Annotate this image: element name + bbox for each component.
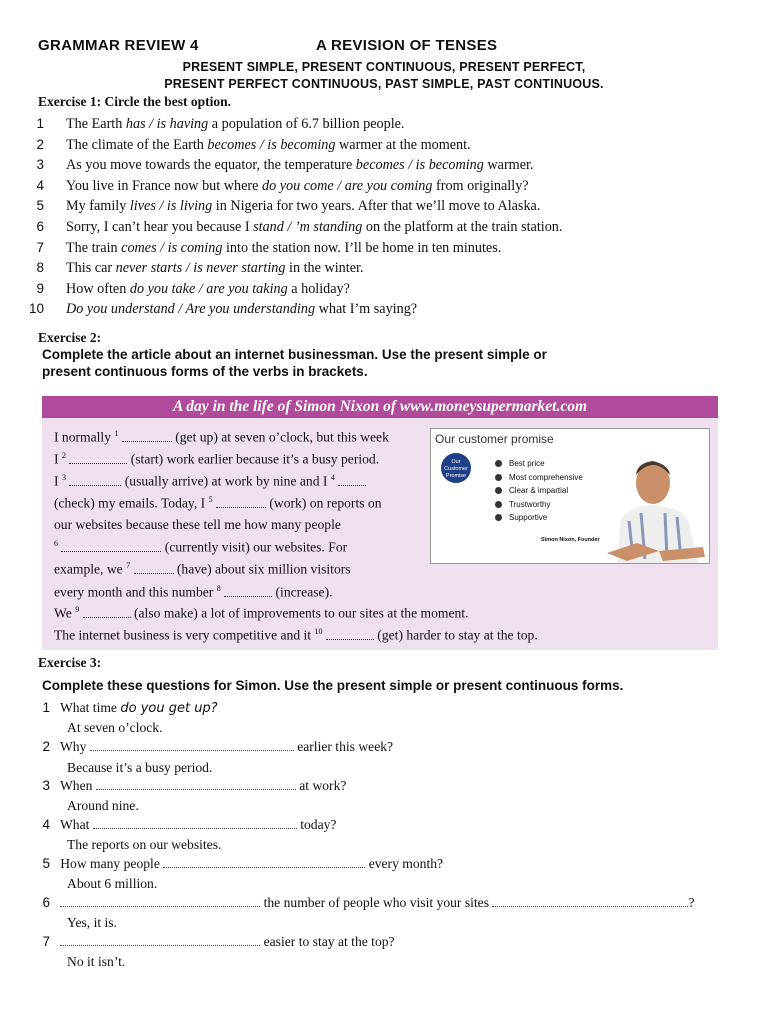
exercise-1-item: 4 You live in France now but where do you come / are you coming from originally? <box>36 177 529 194</box>
option-choice[interactable]: stand / ’m standing <box>253 219 363 235</box>
option-choice[interactable]: has / is having <box>125 116 209 132</box>
exercise-1-item: 2 The climate of the Earth becomes / is becoming warmer at the moment. <box>36 136 471 153</box>
question-1: 1 What time do you get up? <box>42 700 218 716</box>
check-icon <box>495 501 502 508</box>
answer-1: At seven o’clock. <box>67 720 163 735</box>
gap-5[interactable] <box>216 497 266 508</box>
exercise-2-instruction-1: Complete the article about an internet businessman. Use the present simple or <box>42 347 547 362</box>
exercise-3-label: Exercise 3: <box>38 655 102 670</box>
check-icon <box>495 514 502 521</box>
article-line-10: The internet business is very competitive and it $^{10}$ (get) harder to stay at the top. <box>54 627 538 643</box>
promise-badge: Our Customer Promise <box>441 453 471 483</box>
exercise-1-item: 8 This car never starts / is never starting in the winter. <box>36 260 364 277</box>
gap-2[interactable] <box>69 453 127 464</box>
option-choice[interactable]: do you come / are you coming <box>261 177 433 194</box>
article-line-8: every month and this number $^8$ (increase). <box>54 584 333 600</box>
promise-item: Supportive <box>495 513 547 522</box>
article-line-2: I $^2$ (start) work earlier because it’s a busy period. <box>54 451 380 467</box>
question-3: 3 When at work? <box>42 778 347 793</box>
gap-9[interactable] <box>83 607 131 618</box>
exercise-1-item: 3 As you move towards the equator, the temperature becomes / is becoming warmer. <box>36 157 534 174</box>
article-title: A day in the life of Simon Nixon of www.moneysupermarket.com <box>42 396 718 418</box>
article-line-3: I $^3$ (usually arrive) at work by nine and I $^4$ <box>54 473 366 490</box>
option-choice[interactable]: Do you understand / Are you understanding <box>66 301 316 318</box>
exercise-1-item: 6 Sorry, I can’t hear you because I stand / ’m standing on the platform at the train station. <box>36 219 563 235</box>
check-icon <box>495 487 502 494</box>
exercise-1-item: 1 The Earth has / is having a population of 6.7 billion people. <box>36 116 405 132</box>
article-line-4: (check) my emails. Today, I $^5$ (work) on reports on <box>54 495 382 511</box>
promise-item: Most comprehensive <box>495 473 583 482</box>
promise-item: Clear & impartial <box>495 486 568 495</box>
question-6-gap-2[interactable] <box>492 896 688 907</box>
exercise-2-instruction-2: present continuous forms of the verbs in brackets. <box>42 364 368 379</box>
option-choice[interactable]: never starts / is never starting <box>115 260 286 277</box>
option-choice[interactable]: do you take / are you taking <box>129 280 288 297</box>
tenses-line-1: PRESENT SIMPLE, PRESENT CONTINUOUS, PRESENT PERFECT, <box>182 60 586 74</box>
question-7-gap[interactable] <box>60 935 260 946</box>
question-5-gap[interactable] <box>163 857 365 868</box>
question-6: 6 the number of people who visit your sites ? <box>42 895 695 910</box>
promise-item: Trustworthy <box>495 500 551 509</box>
exercise-1-item: 10 Do you understand / Are you understanding what I’m saying? <box>28 301 418 318</box>
exercise-1-item: 9 How often do you take / are you taking a holiday? <box>36 280 350 297</box>
gap-4[interactable] <box>338 475 366 486</box>
exercise-2-label: Exercise 2: <box>38 330 102 345</box>
question-7: 7 easier to stay at the top? <box>42 934 395 949</box>
answer-2: Because it’s a busy period. <box>67 760 213 775</box>
worksheet-topic: A REVISION OF TENSES <box>316 37 498 54</box>
answer-5: About 6 million. <box>67 876 158 891</box>
promise-title: Our customer promise <box>435 432 554 446</box>
gap-1[interactable] <box>122 431 172 442</box>
question-4: 4 What today? <box>42 817 337 832</box>
question-2: 2 Why earlier this week? <box>42 739 394 754</box>
article-line-1: I normally $^1$ (get up) at seven o’clock, but this week <box>54 429 389 445</box>
answer-4: The reports on our websites. <box>67 837 222 852</box>
check-icon <box>495 474 502 481</box>
exercise-1-label: Exercise 1: Circle the best option. <box>38 94 231 109</box>
article-box <box>42 396 718 650</box>
answer-7: No it isn’t. <box>67 954 126 969</box>
tenses-line-2: PRESENT PERFECT CONTINUOUS, PAST SIMPLE, PAST CONTINUOUS. <box>164 77 604 91</box>
exercise-3-instruction: Complete these questions for Simon. Use the present simple or present continuous forms. <box>42 678 624 693</box>
article-line-7: example, we $^7$ (have) about six million visitors <box>54 561 351 577</box>
gap-6[interactable] <box>61 541 161 552</box>
question-3-gap[interactable] <box>96 779 296 790</box>
article-line-9: We $^9$ (also make) a lot of improvements to our sites at the moment. <box>54 605 469 621</box>
option-choice[interactable]: becomes / is becoming <box>355 157 484 174</box>
handwritten-answer: do you get up? <box>120 701 218 716</box>
option-choice[interactable]: becomes / is becoming <box>207 136 336 153</box>
gap-8[interactable] <box>224 586 272 597</box>
customer-promise-panel <box>430 428 710 564</box>
gap-10[interactable] <box>326 629 374 640</box>
founder-photo <box>607 447 707 563</box>
option-choice[interactable]: lives / is living <box>129 198 213 215</box>
question-5: 5 How many people every month? <box>42 856 444 871</box>
question-4-gap[interactable] <box>93 818 297 829</box>
worksheet-title: GRAMMAR REVIEW 4 <box>38 37 199 54</box>
gap-3[interactable] <box>69 475 121 486</box>
article-line-5: our websites because these tell me how many people <box>54 517 341 532</box>
answer-3: Around nine. <box>67 798 139 813</box>
question-2-gap[interactable] <box>90 740 294 751</box>
exercise-1-item: 7 The train comes / is coming into the station now. I’ll be home in ten minutes. <box>36 239 502 256</box>
answer-6: Yes, it is. <box>67 915 117 930</box>
promise-item: Best price <box>495 459 545 468</box>
founder-caption: Simon Nixon, Founder <box>541 537 600 543</box>
check-icon <box>495 460 502 467</box>
option-choice[interactable]: comes / is coming <box>121 239 223 256</box>
question-6-gap-1[interactable] <box>60 896 260 907</box>
gap-7[interactable] <box>134 563 174 574</box>
exercise-1-item: 5 My family lives / is living in Nigeria for two years. After that we’ll move to Alaska. <box>36 198 541 215</box>
article-line-6: $^6$ (currently visit) our websites. For <box>54 539 348 555</box>
